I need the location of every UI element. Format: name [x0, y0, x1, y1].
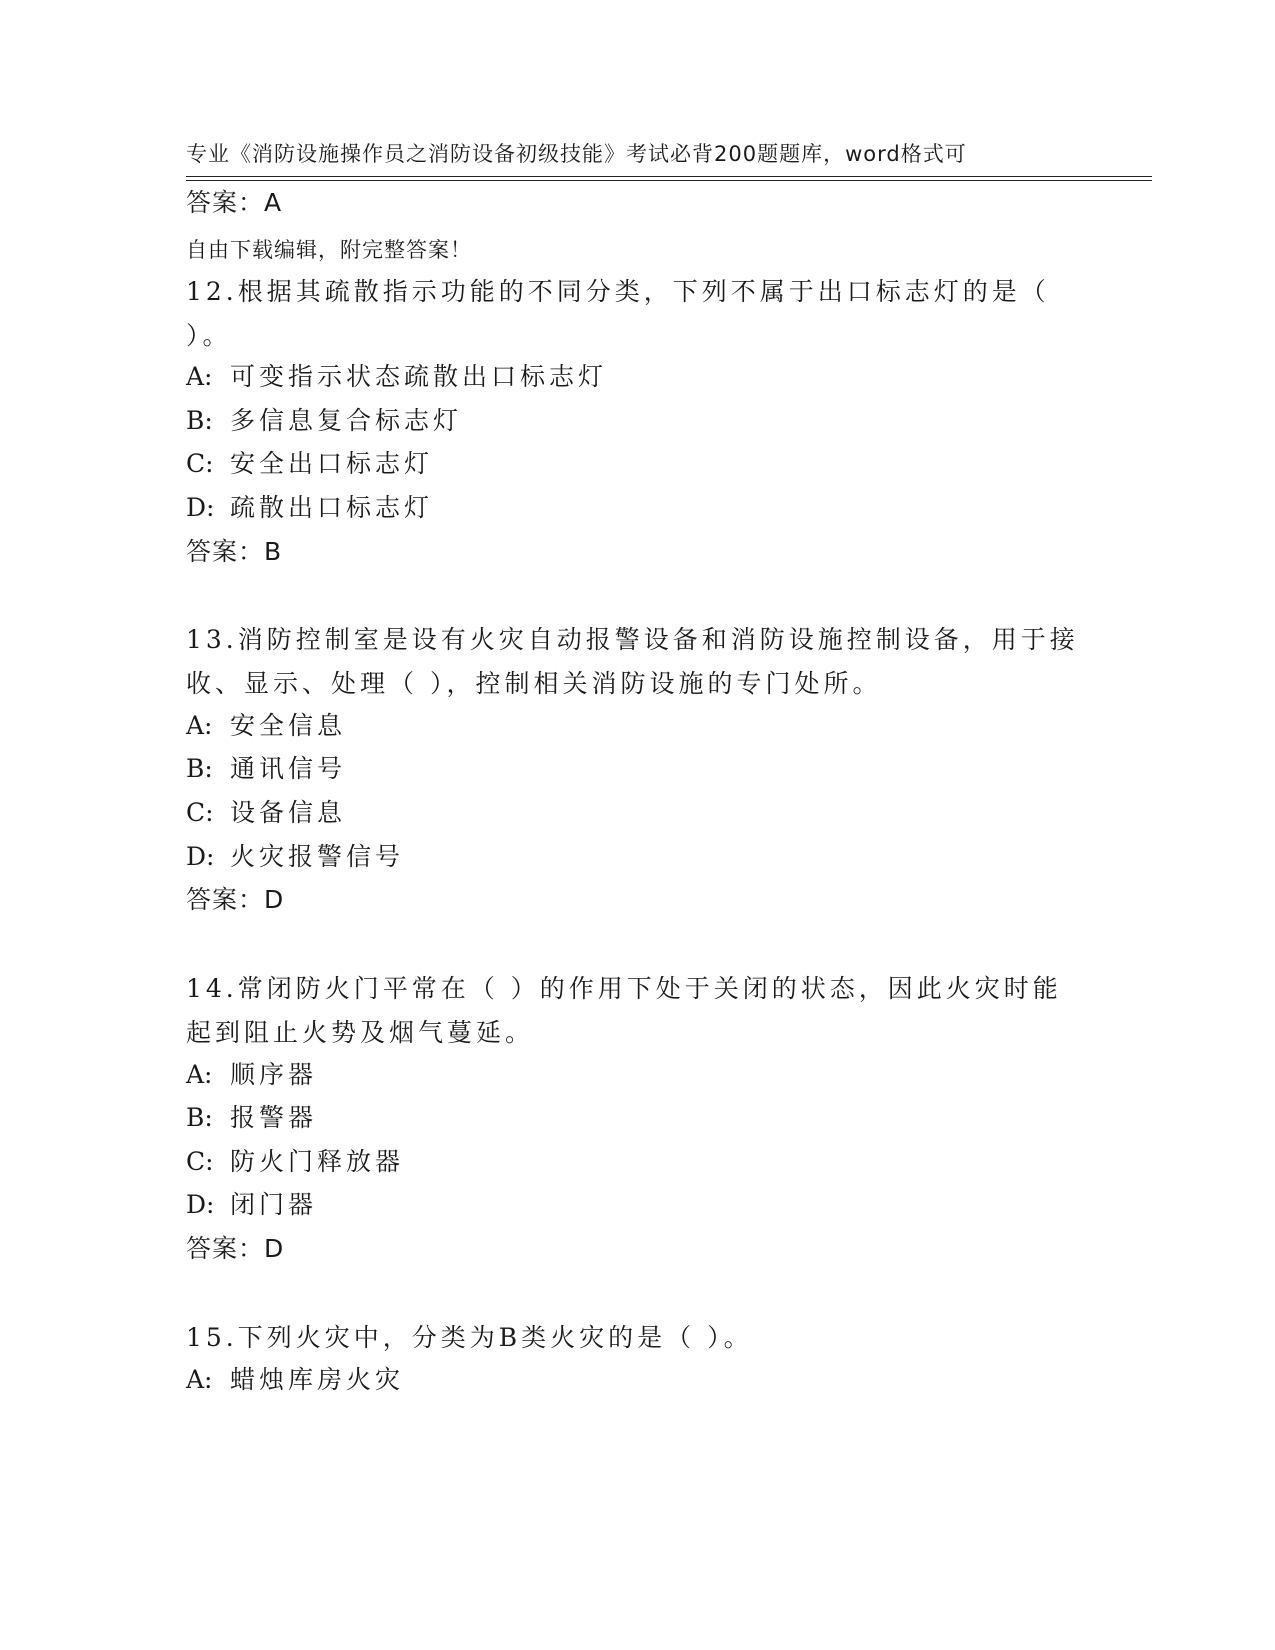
option-text: 顺序器 — [230, 1060, 318, 1089]
question-12-option-a — [186, 360, 607, 394]
header-line-2: 自由下载编辑，附完整答案！ — [186, 238, 472, 262]
header-line-1: 专业《消防设施操作员之消防设备初级技能》考试必背200题题库，word格式可 — [186, 142, 967, 166]
question-13-text — [186, 618, 1086, 706]
option-text: 安全出口标志灯 — [230, 449, 434, 478]
question-12-line-2: ）。 — [186, 321, 232, 350]
answer-14: 答案：D — [186, 1234, 285, 1263]
option-letter: A: — [186, 711, 213, 740]
option-letter: A: — [186, 1060, 213, 1089]
question-13-option-b — [186, 752, 346, 786]
question-14-option-b — [186, 1101, 317, 1135]
question-13-option-c — [186, 796, 346, 830]
option-text: 闭门器 — [230, 1190, 318, 1219]
question-15-line-1: 15.下列火灾中，分类为B类火灾的是（ ）。 — [186, 1323, 753, 1352]
option-text: 设备信息 — [230, 798, 347, 827]
option-letter: D: — [186, 1190, 215, 1219]
question-14-line-2: 起到阻止火势及烟气蔓延。 — [186, 1018, 535, 1047]
option-letter: D: — [186, 842, 215, 871]
header-divider — [186, 176, 1152, 181]
question-13-option-d — [186, 840, 404, 874]
answer-12: 答案：B — [186, 537, 283, 566]
option-letter: C: — [186, 449, 214, 478]
option-letter: A: — [186, 1365, 213, 1394]
question-14-option-a — [186, 1058, 317, 1092]
option-text: 多信息复合标志灯 — [230, 406, 463, 435]
option-text: 蜡烛库房火灾 — [230, 1365, 405, 1394]
question-15-text — [186, 1316, 1086, 1360]
answer-13: 答案：D — [186, 885, 285, 914]
option-letter: C: — [186, 1147, 214, 1176]
option-letter: A: — [186, 362, 213, 391]
option-letter: D: — [186, 493, 215, 522]
question-13-line-2: 收、显示、处理（ ），控制相关消防设施的专门处所。 — [186, 669, 882, 698]
option-text: 疏散出口标志灯 — [230, 493, 434, 522]
option-letter: B: — [186, 406, 213, 435]
option-letter: B: — [186, 754, 213, 783]
question-13-line-1: 13.消防控制室是设有火灾自动报警设备和消防设施控制设备，用于接 — [186, 625, 1079, 654]
option-letter: C: — [186, 798, 214, 827]
question-12-option-c — [186, 447, 433, 481]
option-text: 可变指示状态疏散出口标志灯 — [230, 362, 608, 391]
question-15-option-a — [186, 1363, 404, 1397]
question-12-option-b — [186, 404, 462, 438]
option-text: 报警器 — [230, 1103, 318, 1132]
option-letter: B: — [186, 1103, 213, 1132]
answer-11: 答案：A — [186, 188, 283, 217]
question-12-text — [186, 270, 1086, 358]
option-text: 通讯信号 — [230, 754, 347, 783]
option-text: 火灾报警信号 — [230, 842, 405, 871]
option-text: 安全信息 — [230, 711, 347, 740]
question-13-option-a — [186, 709, 346, 743]
question-14-text — [186, 967, 1086, 1055]
question-14-option-d — [186, 1188, 317, 1222]
question-14-option-c — [186, 1145, 404, 1179]
question-12-line-1: 12.根据其疏散指示功能的不同分类，下列不属于出口标志灯的是（ — [186, 277, 1050, 306]
question-12-option-d — [186, 491, 433, 525]
option-text: 防火门释放器 — [230, 1147, 405, 1176]
question-14-line-1: 14.常闭防火门平常在（ ）的作用下处于关闭的状态，因此火灾时能 — [186, 974, 1062, 1003]
